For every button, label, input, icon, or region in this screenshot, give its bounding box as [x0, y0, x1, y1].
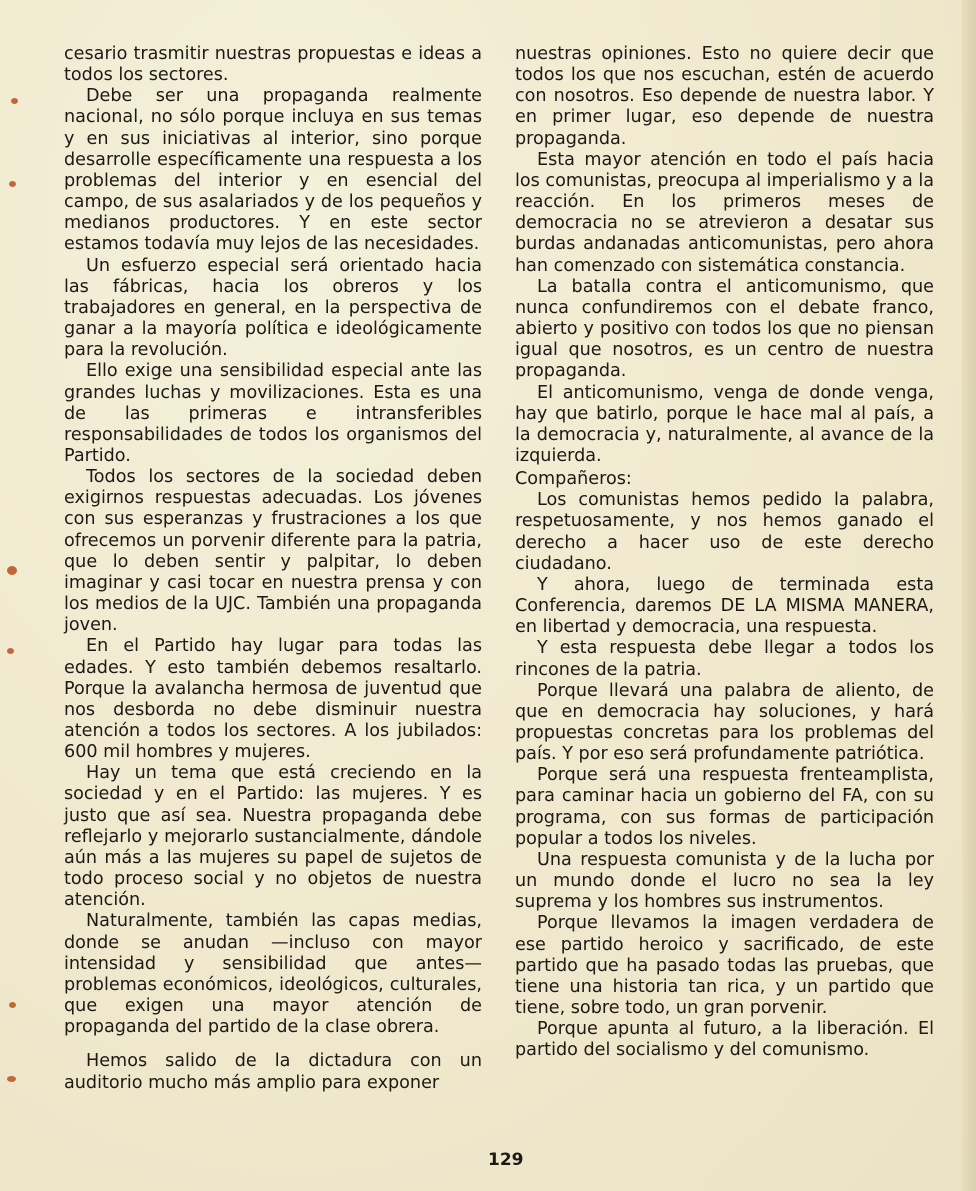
paragraph: Compañeros:	[515, 469, 632, 490]
margin-mark	[7, 566, 17, 575]
paragraph: Hemos salido de la dictadura con un auditorio mucho más amplio para exponer	[64, 1051, 482, 1093]
page-edge	[962, 0, 976, 1191]
paragraph: cesario trasmitir nuestras propuestas e ideas a todos los sectores.	[64, 44, 482, 86]
paragraph: Porque llevamos la imagen verdadera de ese partido heroico y sacrificado, de este partido que ha pasado todas las pruebas, que tiene una historia tan rica, y un partido que tiene, sobre todo, un gran porvenir.	[515, 913, 934, 1019]
paragraph: Todos los sectores de la sociedad deben exigirnos respuestas adecuadas. Los jóvenes con sus esperanzas y frustraciones a los que ofrecemos un porvenir diferente para la patria, que lo deben sentir y palpitar, lo deben imaginar y casi tocar en nuestra prensa y con los medios de la UJC. También una propaganda joven.	[64, 467, 482, 636]
paragraph: Y esta respuesta debe llegar a todos los rincones de la patria.	[515, 638, 934, 680]
paragraph: Ello exige una sensibilidad especial ante las grandes luchas y movilizaciones. Esta es una de las primeras e intransferibles responsabilidades de todos los organismos del Partido.	[64, 361, 482, 466]
paragraph: Debe ser una propaganda realmente nacional, no sólo porque incluya en sus temas y en sus iniciativas al interior, sino porque desarrolle específicamente una respuesta a los problemas del interior y en esencial del campo, de sus asalariados y de los pequeños y medianos productores. Y en este sector estamos todavía muy lejos de las necesidades.	[64, 86, 482, 255]
paragraph: Porque será una respuesta frenteamplista, para caminar hacia un gobierno del FA, con su programa, con sus formas de participación popular a todos los niveles.	[515, 765, 934, 849]
right-column	[515, 44, 934, 1062]
margin-mark	[7, 648, 14, 654]
paragraph: El anticomunismo, venga de donde venga, hay que batirlo, porque le hace mal al país, a la democracia y, naturalmente, al avance de la izquierda.	[515, 382, 934, 466]
paragraph: Naturalmente, también las capas medias, donde se anudan —incluso con mayor intensidad y sensibilidad que antes— problemas económicos, ideológicos, culturales, que exigen una mayor atención de propaganda del partido de la clase obrera.	[64, 911, 482, 1038]
page-number: 129	[488, 1150, 524, 1170]
margin-mark	[9, 181, 16, 187]
paragraph: Hay un tema que está creciendo en la sociedad y en el Partido: las mujeres. Y es justo que así sea. Nuestra propaganda debe reflejarlo y mejorarlo sustancialmente, dándole aún más a las mujeres su papel de sujetos de todo proceso social y no objetos de nuestra atención.	[64, 763, 482, 911]
paragraph: Los comunistas hemos pedido la palabra, respetuosamente, y nos hemos ganado el derecho a hacer uso de este derecho ciudadano.	[515, 490, 934, 574]
paragraph: Un esfuerzo especial será orientado hacia las fábricas, hacia los obreros y los trabajadores en general, en la perspectiva de ganar a la mayoría política e ideológicamente para la revolución.	[64, 255, 482, 361]
paragraph: Una respuesta comunista y de la lucha por un mundo donde el lucro no sea la ley suprema y los hombres sus instrumentos.	[515, 849, 934, 913]
paragraph: En el Partido hay lugar para todas las edades. Y esto también debemos resaltarlo. Porque la avalancha hermosa de juventud que nos desborda no debe disminuir nuestra atención a todos los sectores. A los jubilados: 600 mil hombres y mujeres.	[64, 636, 482, 763]
margin-mark	[7, 1076, 16, 1082]
paragraph: Porque llevará una palabra de aliento, de que en democracia hay soluciones, y hará propuestas concretas para los problemas del país. Y por eso será profundamente patriótica.	[515, 680, 934, 765]
paragraph: Porque apunta al futuro, a la liberación. El partido del socialismo y del comunismo.	[515, 1019, 934, 1061]
left-column	[64, 44, 482, 1094]
paragraph: Esta mayor atención en todo el país hacia los comunistas, preocupa al imperialismo y a la reacción. En los primeros meses de democracia no se atrevieron a desatar sus burdas andanadas anticomunistas, pero ahora han comenzado con sistemática constancia.	[515, 149, 935, 276]
paragraph: La batalla contra el anticomunismo, que nunca confundiremos con el debate franco, abierto y positivo con todos los que no piensan igual que nosotros, es un centro de nuestra propaganda.	[515, 276, 934, 382]
paragraph: Y ahora, luego de terminada esta Conferencia, daremos DE LA MISMA MANERA, en libertad y democracia, una respuesta.	[515, 574, 934, 638]
margin-mark	[9, 1002, 16, 1008]
paragraph: nuestras opiniones. Esto no quiere decir que todos los que nos escuchan, estén de acuerdo con nosotros. Eso depende de nuestra labor. Y en primer lugar, eso depende de nuestra propaganda.	[515, 44, 934, 149]
margin-mark	[11, 98, 18, 104]
